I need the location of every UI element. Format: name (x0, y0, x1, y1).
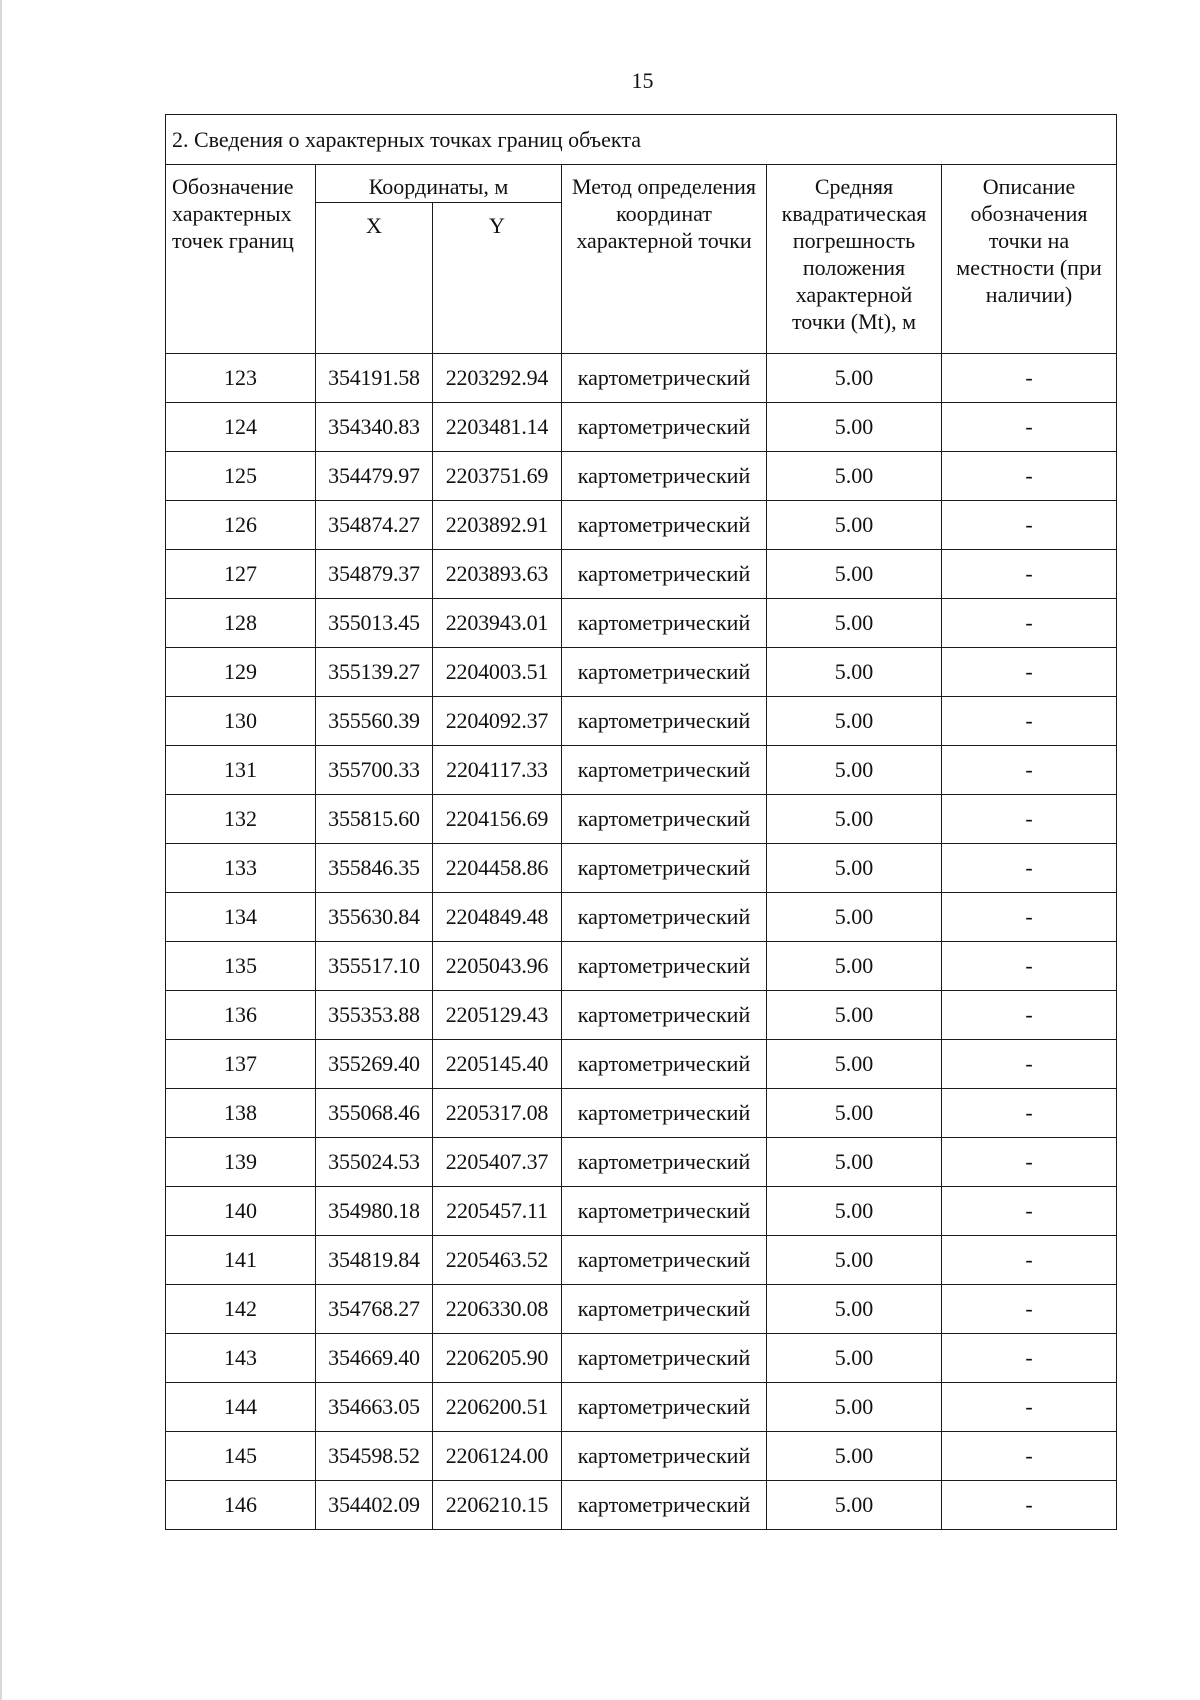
point-id: 142 (166, 1285, 316, 1334)
table-row (166, 1432, 1117, 1481)
method: картометрический (562, 991, 767, 1040)
point-id: 141 (166, 1236, 316, 1285)
boundary-points-table (165, 114, 1117, 1530)
table-row (166, 599, 1117, 648)
error-mt: 5.00 (767, 403, 942, 452)
point-description: - (942, 403, 1117, 452)
coordinate-y: 2203481.14 (433, 403, 562, 452)
coordinate-y: 2205457.11 (433, 1187, 562, 1236)
method: картометрический (562, 354, 767, 403)
table-row (166, 795, 1117, 844)
error-mt: 5.00 (767, 1334, 942, 1383)
point-id: 125 (166, 452, 316, 501)
coordinate-x: 355139.27 (316, 648, 433, 697)
point-description: - (942, 354, 1117, 403)
error-mt: 5.00 (767, 550, 942, 599)
coordinate-x: 354191.58 (316, 354, 433, 403)
error-mt: 5.00 (767, 991, 942, 1040)
table-row (166, 1236, 1117, 1285)
error-mt: 5.00 (767, 599, 942, 648)
point-id: 132 (166, 795, 316, 844)
table-row (166, 501, 1117, 550)
coordinate-x: 354768.27 (316, 1285, 433, 1334)
point-id: 134 (166, 893, 316, 942)
table-row (166, 354, 1117, 403)
table-row (166, 697, 1117, 746)
point-description: - (942, 1089, 1117, 1138)
error-mt: 5.00 (767, 452, 942, 501)
coordinate-y: 2205407.37 (433, 1138, 562, 1187)
method: картометрический (562, 648, 767, 697)
error-mt: 5.00 (767, 1383, 942, 1432)
method: картометрический (562, 1383, 767, 1432)
point-description: - (942, 452, 1117, 501)
point-description: - (942, 746, 1117, 795)
coordinate-y: 2206200.51 (433, 1383, 562, 1432)
method: картометрический (562, 893, 767, 942)
point-description: - (942, 1285, 1117, 1334)
method: картометрический (562, 1138, 767, 1187)
coordinate-y: 2206330.08 (433, 1285, 562, 1334)
coordinate-y: 2204003.51 (433, 648, 562, 697)
coordinate-x: 354669.40 (316, 1334, 433, 1383)
error-mt: 5.00 (767, 942, 942, 991)
point-id: 145 (166, 1432, 316, 1481)
coordinate-x: 355700.33 (316, 746, 433, 795)
coordinate-x: 354819.84 (316, 1236, 433, 1285)
point-id: 137 (166, 1040, 316, 1089)
coordinate-x: 355630.84 (316, 893, 433, 942)
error-mt: 5.00 (767, 1040, 942, 1089)
method: картометрический (562, 1089, 767, 1138)
coordinate-x: 354663.05 (316, 1383, 433, 1432)
point-description: - (942, 893, 1117, 942)
method: картометрический (562, 1285, 767, 1334)
point-description: - (942, 1138, 1117, 1187)
header-designation: Обозначение характерных точек границ (166, 165, 316, 354)
point-id: 127 (166, 550, 316, 599)
coordinate-y: 2206205.90 (433, 1334, 562, 1383)
table-row (166, 648, 1117, 697)
point-description: - (942, 1383, 1117, 1432)
coordinate-x: 354598.52 (316, 1432, 433, 1481)
point-description: - (942, 1432, 1117, 1481)
point-description: - (942, 550, 1117, 599)
point-id: 123 (166, 354, 316, 403)
coordinate-y: 2204156.69 (433, 795, 562, 844)
header-method: Метод определения координат характерной точки (562, 165, 767, 354)
table-body (166, 354, 1117, 1530)
method: картометрический (562, 942, 767, 991)
method: картометрический (562, 746, 767, 795)
section-title: 2. Сведения о характерных точках границ объекта (166, 115, 1117, 165)
coordinate-x: 355815.60 (316, 795, 433, 844)
error-mt: 5.00 (767, 1481, 942, 1530)
coordinate-y: 2204092.37 (433, 697, 562, 746)
coordinate-x: 354980.18 (316, 1187, 433, 1236)
table-row (166, 1089, 1117, 1138)
table-row (166, 1383, 1117, 1432)
coordinate-y: 2203893.63 (433, 550, 562, 599)
method: картометрический (562, 1481, 767, 1530)
coordinate-y: 2205129.43 (433, 991, 562, 1040)
error-mt: 5.00 (767, 697, 942, 746)
point-description: - (942, 599, 1117, 648)
method: картометрический (562, 844, 767, 893)
point-id: 128 (166, 599, 316, 648)
table-row (166, 452, 1117, 501)
coordinate-y: 2204458.86 (433, 844, 562, 893)
method: картометрический (562, 1236, 767, 1285)
method: картометрический (562, 599, 767, 648)
error-mt: 5.00 (767, 795, 942, 844)
point-id: 139 (166, 1138, 316, 1187)
coordinate-x: 355269.40 (316, 1040, 433, 1089)
point-id: 133 (166, 844, 316, 893)
point-id: 146 (166, 1481, 316, 1530)
table-row (166, 1138, 1117, 1187)
point-id: 138 (166, 1089, 316, 1138)
point-description: - (942, 991, 1117, 1040)
point-description: - (942, 844, 1117, 893)
point-id: 143 (166, 1334, 316, 1383)
coordinate-x: 354874.27 (316, 501, 433, 550)
coordinate-y: 2205043.96 (433, 942, 562, 991)
point-description: - (942, 648, 1117, 697)
method: картометрический (562, 1187, 767, 1236)
coordinate-y: 2205463.52 (433, 1236, 562, 1285)
header-y: Y (433, 203, 562, 354)
coordinate-y: 2204849.48 (433, 893, 562, 942)
error-mt: 5.00 (767, 1432, 942, 1481)
page-number: 15 (631, 68, 654, 93)
point-id: 124 (166, 403, 316, 452)
coordinate-x: 355517.10 (316, 942, 433, 991)
coordinate-y: 2203892.91 (433, 501, 562, 550)
table-row (166, 403, 1117, 452)
coordinate-x: 355068.46 (316, 1089, 433, 1138)
error-mt: 5.00 (767, 746, 942, 795)
point-id: 140 (166, 1187, 316, 1236)
table-row (166, 844, 1117, 893)
coordinate-x: 354340.83 (316, 403, 433, 452)
method: картометрический (562, 403, 767, 452)
coordinate-x: 355024.53 (316, 1138, 433, 1187)
coordinate-x: 355013.45 (316, 599, 433, 648)
coordinate-x: 355846.35 (316, 844, 433, 893)
method: картометрический (562, 501, 767, 550)
coordinate-x: 355353.88 (316, 991, 433, 1040)
error-mt: 5.00 (767, 501, 942, 550)
point-id: 144 (166, 1383, 316, 1432)
coordinate-y: 2205317.08 (433, 1089, 562, 1138)
error-mt: 5.00 (767, 354, 942, 403)
point-description: - (942, 697, 1117, 746)
coordinate-y: 2205145.40 (433, 1040, 562, 1089)
error-mt: 5.00 (767, 1285, 942, 1334)
method: картометрический (562, 697, 767, 746)
header-description: Описание обозначения точки на местности (при наличии) (942, 165, 1117, 354)
coordinate-y: 2203751.69 (433, 452, 562, 501)
point-description: - (942, 942, 1117, 991)
point-id: 126 (166, 501, 316, 550)
method: картометрический (562, 452, 767, 501)
table-row (166, 746, 1117, 795)
table-row (166, 550, 1117, 599)
error-mt: 5.00 (767, 1187, 942, 1236)
error-mt: 5.00 (767, 1138, 942, 1187)
point-description: - (942, 795, 1117, 844)
coordinate-y: 2203943.01 (433, 599, 562, 648)
table-row (166, 1187, 1117, 1236)
method: картометрический (562, 795, 767, 844)
coordinate-x: 354879.37 (316, 550, 433, 599)
table-row (166, 1334, 1117, 1383)
point-id: 131 (166, 746, 316, 795)
method: картометрический (562, 1432, 767, 1481)
header-x: X (316, 203, 433, 354)
point-description: - (942, 501, 1117, 550)
method: картометрический (562, 550, 767, 599)
point-id: 130 (166, 697, 316, 746)
coordinate-y: 2206210.15 (433, 1481, 562, 1530)
coordinate-y: 2204117.33 (433, 746, 562, 795)
point-description: - (942, 1481, 1117, 1530)
coordinate-x: 354402.09 (316, 1481, 433, 1530)
table-row (166, 991, 1117, 1040)
table-row (166, 893, 1117, 942)
error-mt: 5.00 (767, 893, 942, 942)
header-coordinates: Координаты, м (316, 165, 562, 203)
table-row (166, 942, 1117, 991)
coordinate-x: 355560.39 (316, 697, 433, 746)
point-id: 136 (166, 991, 316, 1040)
point-id: 135 (166, 942, 316, 991)
table-row (166, 1481, 1117, 1530)
point-description: - (942, 1187, 1117, 1236)
error-mt: 5.00 (767, 648, 942, 697)
method: картометрический (562, 1334, 767, 1383)
page-left-edge (0, 0, 2, 1700)
table-row (166, 1285, 1117, 1334)
point-description: - (942, 1040, 1117, 1089)
error-mt: 5.00 (767, 1236, 942, 1285)
point-description: - (942, 1236, 1117, 1285)
point-id: 129 (166, 648, 316, 697)
error-mt: 5.00 (767, 844, 942, 893)
error-mt: 5.00 (767, 1089, 942, 1138)
coordinate-y: 2203292.94 (433, 354, 562, 403)
point-description: - (942, 1334, 1117, 1383)
table-row (166, 1040, 1117, 1089)
header-error: Средняя квадратическая погрешность положения характерной точки (Mt), м (767, 165, 942, 354)
method: картометрический (562, 1040, 767, 1089)
coordinate-y: 2206124.00 (433, 1432, 562, 1481)
coordinate-x: 354479.97 (316, 452, 433, 501)
